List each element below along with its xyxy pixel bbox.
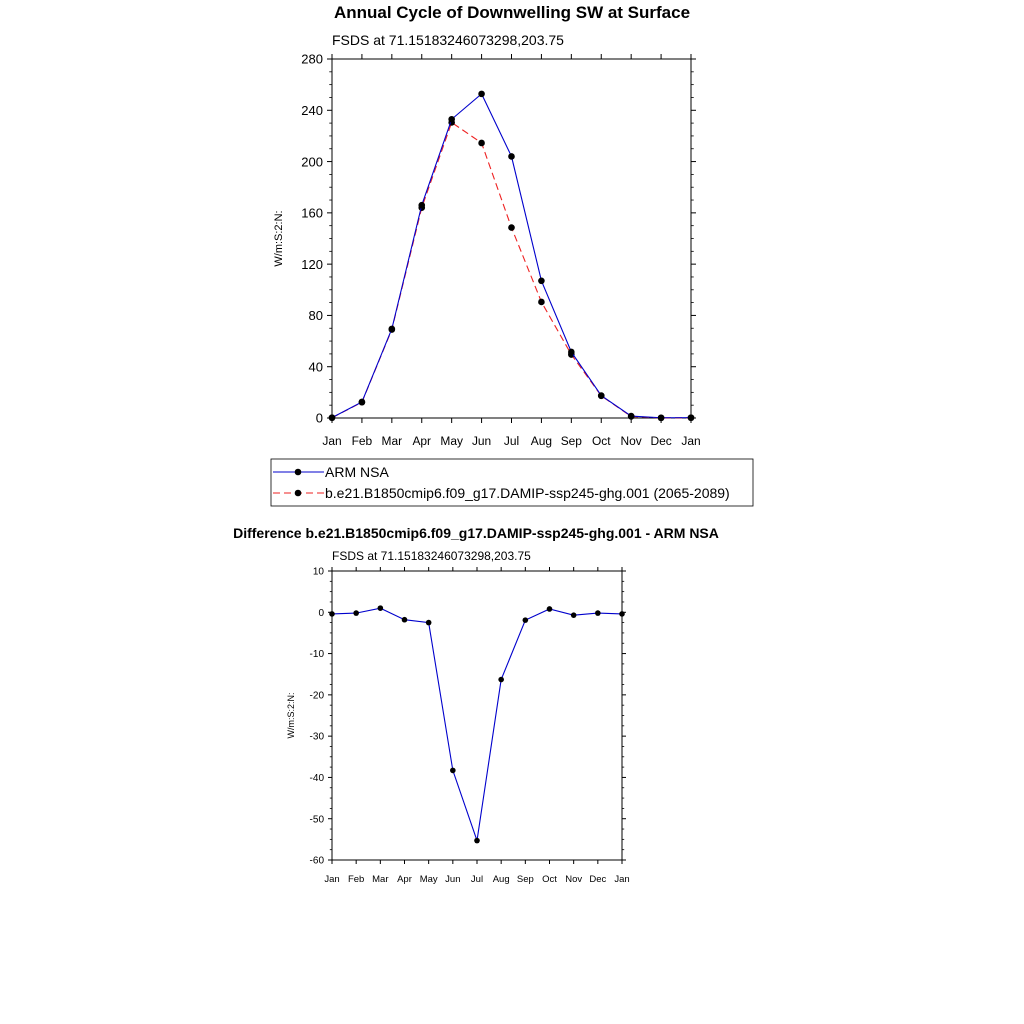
data-point <box>402 617 408 623</box>
data-point <box>538 299 545 306</box>
series-line-2 <box>332 122 691 417</box>
chart-1 <box>271 3 753 506</box>
legend-label-2: b.e21.B1850cmip6.f09_g17.DAMIP-ssp245-ghg.001 (2065-2089) <box>325 485 730 501</box>
y-axis-label: W/m:S:2:N: <box>286 692 296 739</box>
chart-title: Difference b.e21.B1850cmip6.f09_g17.DAMIP-ssp245-ghg.001 - ARM NSA <box>233 525 719 541</box>
data-point <box>598 392 605 399</box>
x-tick-label: Sep <box>516 874 534 885</box>
x-tick-label: Oct <box>591 434 611 448</box>
legend-marker <box>295 469 302 476</box>
plot-frame <box>332 59 691 418</box>
data-point <box>359 399 366 406</box>
x-tick-label: Jan <box>324 874 340 885</box>
data-point <box>474 838 480 844</box>
y-axis-label: W/m:S:2:N: <box>273 210 285 267</box>
data-point <box>389 326 396 333</box>
y-tick-label: 280 <box>301 51 323 67</box>
x-tick-label: Nov <box>565 874 583 885</box>
data-point <box>688 414 695 421</box>
data-point <box>508 153 515 160</box>
x-tick-label: Jun <box>471 434 492 448</box>
y-tick-label: -20 <box>309 690 324 702</box>
x-tick-label: Aug <box>492 874 510 885</box>
data-point <box>523 617 529 623</box>
series-line-1 <box>332 608 622 840</box>
x-tick-label: Mar <box>381 434 403 448</box>
data-point <box>508 224 515 231</box>
y-tick-label: 40 <box>308 359 323 375</box>
data-point <box>478 91 485 98</box>
x-tick-label: Oct <box>542 874 557 885</box>
data-point <box>353 610 359 616</box>
data-point <box>538 278 545 285</box>
data-point <box>418 202 425 209</box>
x-tick-label: Jun <box>445 874 461 885</box>
x-tick-label: Jan <box>681 434 701 448</box>
x-tick-label: Dec <box>650 434 672 448</box>
y-tick-label: -10 <box>309 649 324 661</box>
y-tick-label: 160 <box>301 205 323 221</box>
legend <box>271 459 753 506</box>
x-tick-label: Jul <box>470 874 484 885</box>
x-tick-label: Jul <box>503 434 520 448</box>
data-point <box>498 677 504 683</box>
y-tick-label: 0 <box>318 607 324 619</box>
y-tick-label: -50 <box>309 814 324 826</box>
data-point <box>426 620 432 626</box>
data-point <box>547 606 553 612</box>
chart-2 <box>233 525 719 885</box>
y-tick-label: -60 <box>309 855 324 867</box>
x-tick-label: Aug <box>530 434 553 448</box>
x-tick-label: Nov <box>620 434 642 448</box>
data-point <box>378 605 384 611</box>
y-tick-label: 200 <box>301 154 323 170</box>
x-tick-label: Feb <box>347 874 365 885</box>
x-tick-label: Jan <box>322 434 342 448</box>
data-point <box>448 116 455 123</box>
legend-marker <box>295 490 302 497</box>
x-tick-label: Jan <box>614 874 630 885</box>
chart-subtitle: FSDS at 71.15183246073298,203.75 <box>332 549 531 563</box>
data-point <box>595 610 601 616</box>
y-tick-label: -30 <box>309 731 324 743</box>
series-line-1 <box>332 94 691 418</box>
chart-subtitle: FSDS at 71.15183246073298,203.75 <box>332 32 564 48</box>
x-tick-label: Sep <box>560 434 582 448</box>
data-point <box>450 768 456 774</box>
x-tick-label: May <box>419 874 438 885</box>
y-tick-label: 0 <box>315 410 323 426</box>
data-point <box>329 611 335 617</box>
data-point <box>568 349 575 356</box>
y-tick-label: -40 <box>309 773 324 785</box>
y-tick-label: 120 <box>301 256 323 272</box>
chart-title: Annual Cycle of Downwelling SW at Surface <box>333 3 691 22</box>
data-point <box>478 140 485 147</box>
y-tick-label: 240 <box>301 102 323 118</box>
data-point <box>628 413 635 420</box>
y-tick-label: 10 <box>312 566 324 578</box>
data-point <box>329 414 336 421</box>
x-tick-label: Apr <box>397 874 412 885</box>
x-tick-label: Apr <box>412 434 432 448</box>
x-tick-label: Dec <box>589 874 607 885</box>
data-point <box>571 612 577 618</box>
y-tick-label: 80 <box>308 308 323 324</box>
data-point <box>619 611 625 617</box>
legend-label-1: ARM NSA <box>325 464 389 480</box>
data-point <box>658 414 665 421</box>
x-tick-label: Feb <box>351 434 373 448</box>
x-tick-label: Mar <box>372 874 389 885</box>
x-tick-label: May <box>440 434 463 448</box>
